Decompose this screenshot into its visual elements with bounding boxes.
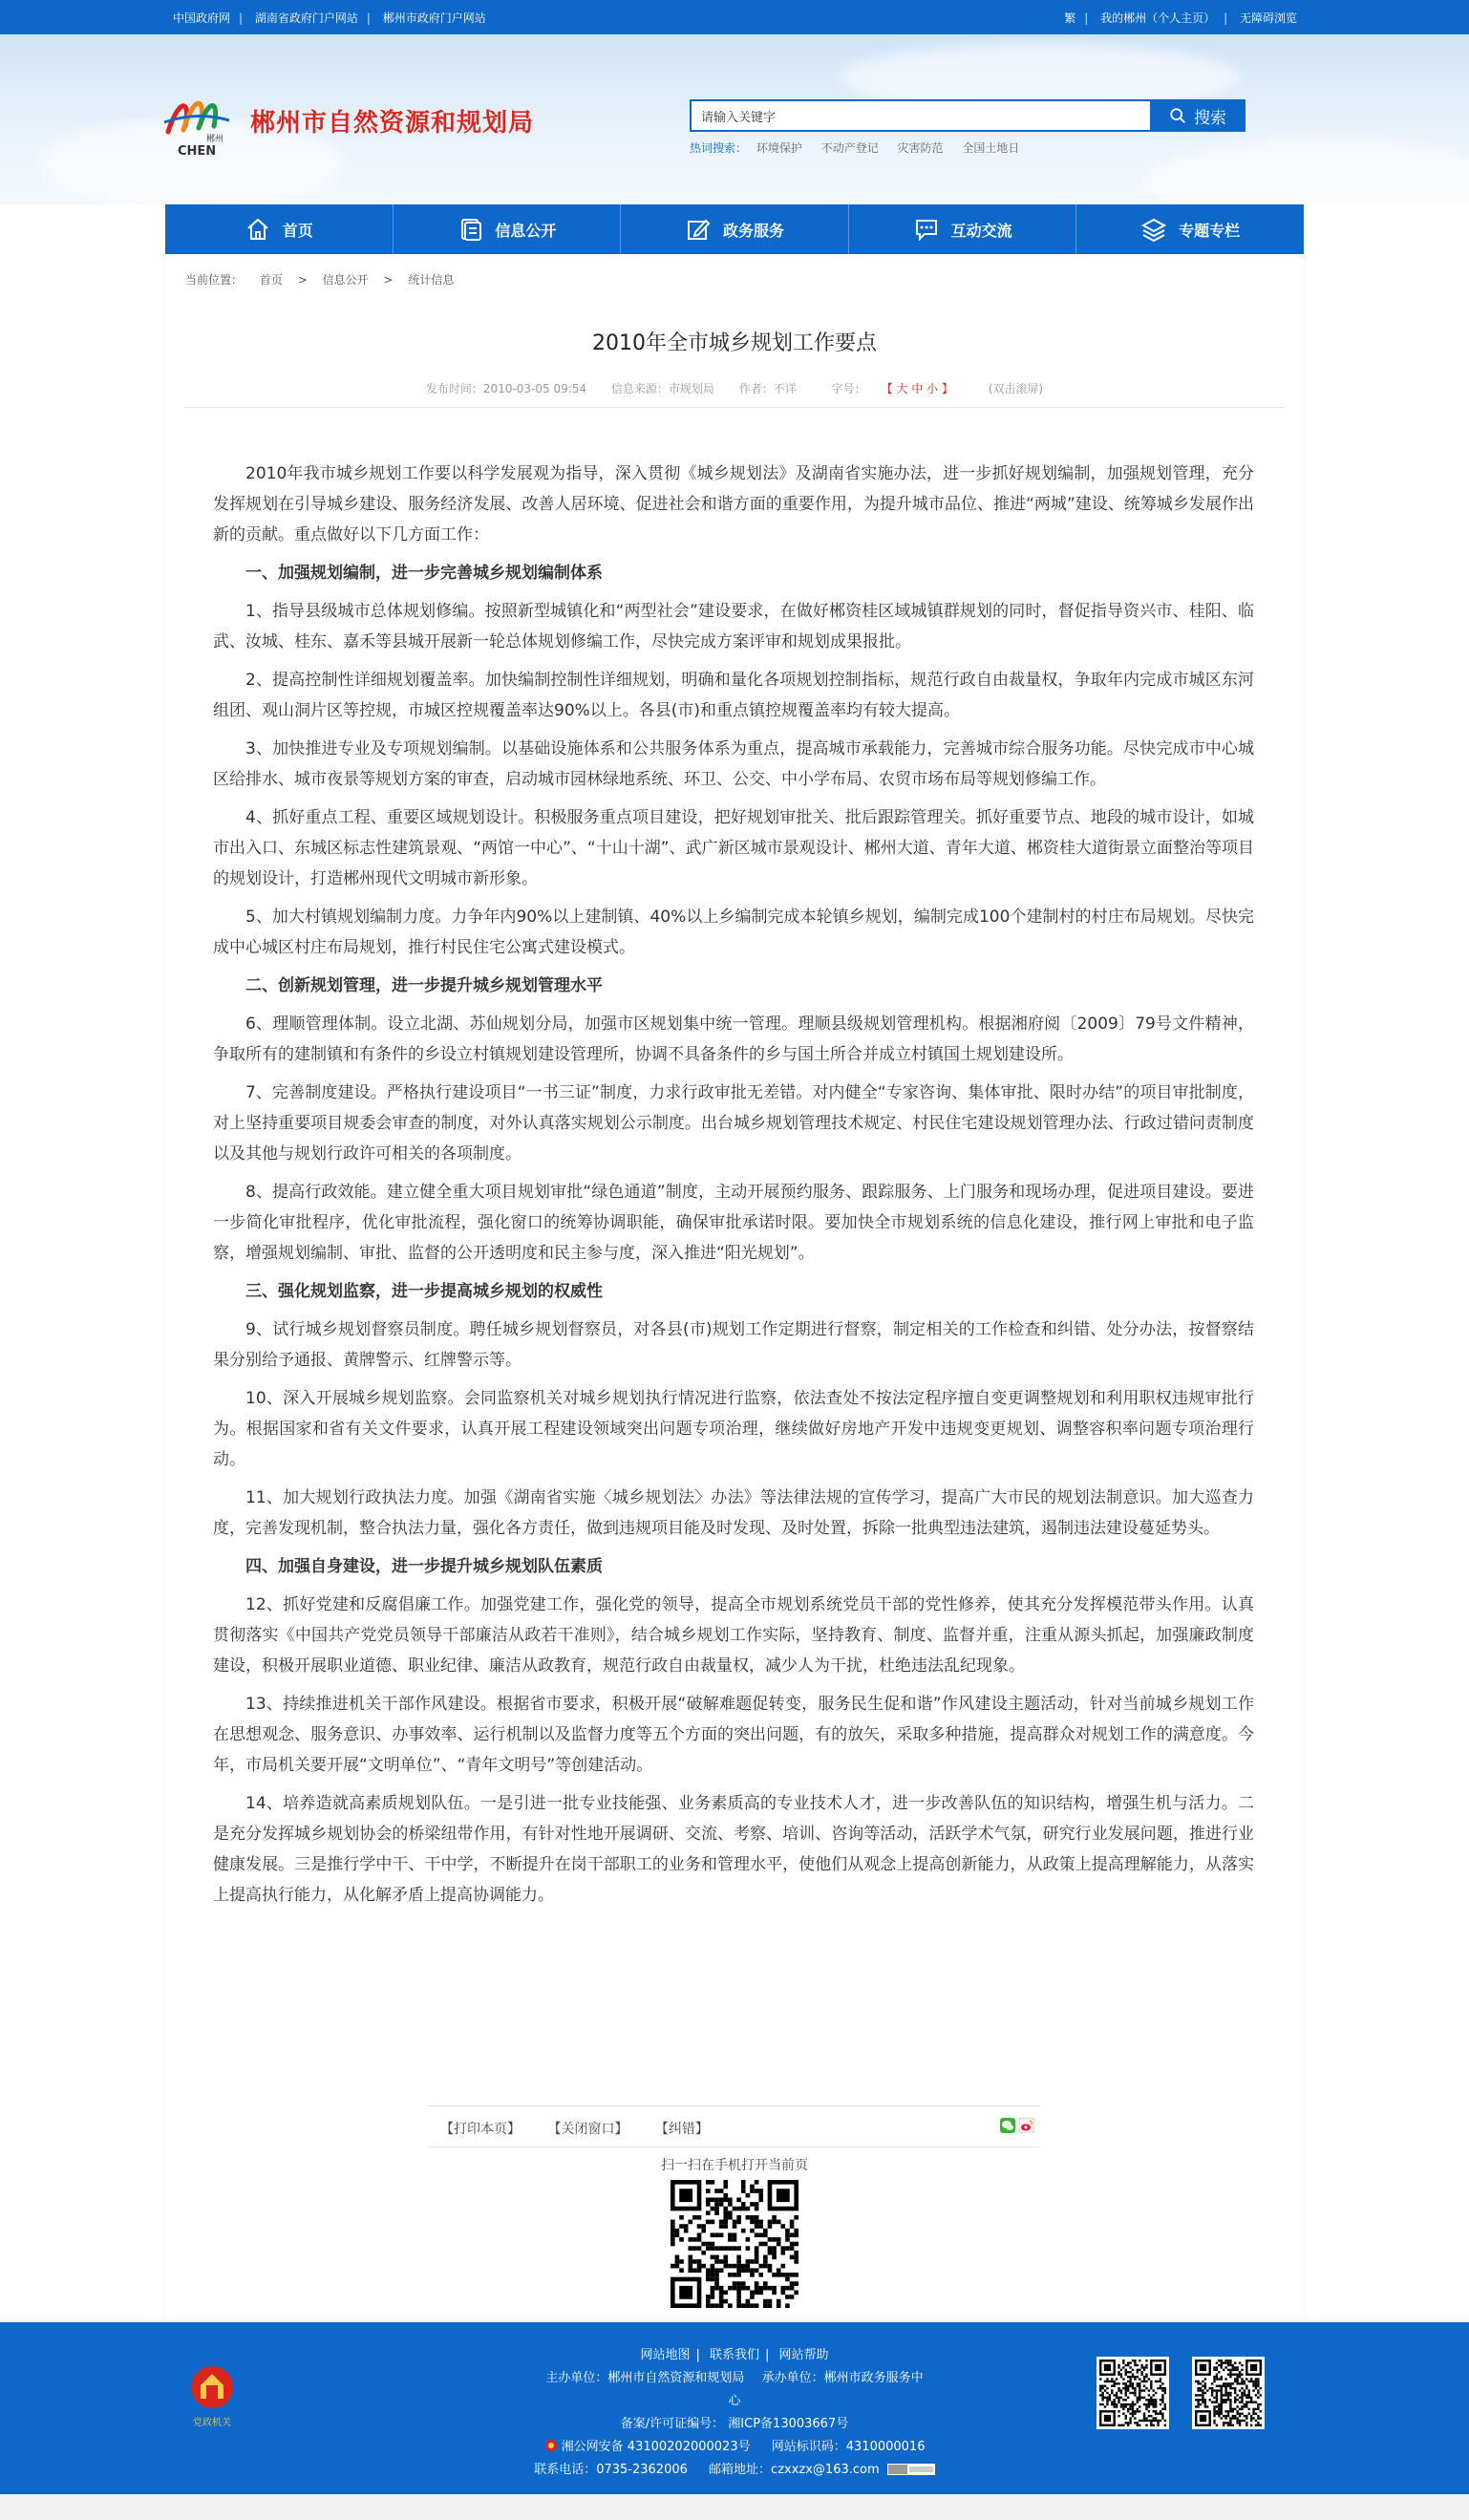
footer-link-help[interactable]: 网站帮助 [778,2348,829,2362]
article-paragraph: 9、试行城乡规划督察员制度。聘任城乡规划督察员，对各县(市)规划工作定期进行督察，制定相关的工作检查和纠错、处分办法，按督察结果分别给予通报、黄牌警示、红牌警示等。 [213,1320,1254,1370]
footer-police-text[interactable]: 湘公网安备 43100202000023号 [561,2440,751,2454]
article-content [213,459,1254,1918]
section-heading: 二、创新规划管理，进一步提升城乡规划管理水平 [245,976,603,995]
footer-email: 邮箱地址：czxxzx@163.com [709,2463,880,2477]
scroll-hint: (双击滚屏) [988,382,1044,395]
weibo-share-icon[interactable] [1019,2118,1034,2133]
article-paragraph: 11、加大规划行政执法力度。加强《湖南省实施〈城乡规划法〉办法》等法律法规的宣传学习，提高广大市民的规划法制意识。加大巡查力度，完善发现机制，整合执法力量，强化各方责任，做到违规项目能及时发现、及时处置，拆除一批典型违法建筑，遏制违法建设蔓延势头。 [213,1488,1254,1538]
site-logo-icon[interactable] [159,82,235,159]
top-left-links: 中国政府网 | 湖南省政府门户网站 | 郴州市政府门户网站 [173,11,486,25]
article-paragraph: 1、指导县级城市总体规划修编。按照新型城镇化和“两型社会”建设要求，在做好郴资桂区域城镇群规划的同时，督促指导资兴市、桂阳、临武、汝城、桂东、嘉禾等县城开展新一轮总体规划修编工作，尽快完成方案评审和规划成果报批。 [213,602,1254,651]
info-source: 信息来源：市规划局 [610,382,714,395]
nav-item-label: 互动交流 [950,221,1012,240]
home-icon [245,216,271,243]
author: 作者：不详 [738,382,797,395]
link-my-chenzhou[interactable]: 我的郴州（个人主页） [1100,11,1216,25]
search-button-label: 搜索 [1194,108,1226,128]
document-icon [457,216,483,243]
link-gov-cn[interactable]: 中国政府网 [173,11,231,25]
article-paragraph: 8、提高行政效能。建立健全重大项目规划审批“绿色通道”制度，主动开展预约服务、跟踪服务、上门服务和现场办理，促进项目建设。要进一步简化审批程序，优化审批流程，强化窗口的统筹协调职能，确保审批承诺时限。要加快全市规划系统的信息化建设，推行网上审批和电子监察，增强规划编制、审批、监督的公开透明度和民主参与度，深入推进“阳光规划”。 [213,1183,1254,1263]
print-button[interactable]: 【打印本页】 [440,2122,521,2137]
article-paragraph: 14、培养造就高素质规划队伍。一是引进一批专业技能强、业务素质高的专业技术人才，进一步改善队伍的知识结构，增强生机与活力。二是充分发挥城乡规划协会的桥梁纽带作用，有针对性地开展调研、交流、考察、培训、咨询等活动，活跃学术气氛，研究行业发展问题，推进行业健康发展。三是推行学中干、干中学，不断提升在岗干部职工的业务和管理水平，使他们从观念上提高创新能力，从政策上提高理解能力，从落实上提高执行能力，从化解矛盾上提高协调能力。 [213,1794,1254,1905]
article-paragraph: 12、抓好党建和反腐倡廉工作。加强党建工作，强化党的领导，提高全市规划系统党员干部的党性修养，使其充分发挥模范带头作用。认真贯彻落实《中国共产党党员领导干部廉洁从政若干准则》，结合城乡规划工作实际，坚持教育、制度、监督并重，注重从源头抓起，加强廉政制度建设，积极开展职业道德、职业纪律、廉洁从政教育，规范行政自由裁量权，减少人为干扰，杜绝违法乱纪现象。 [213,1595,1254,1676]
article-paragraph: 13、持续推进机关干部作风建设。根据省市要求，积极开展“破解难题促转变，服务民生促和谐”作风建设主题活动，针对当前城乡规划工作在思想观念、服务意识、办事效率、运行机制以及监督力度等五个方面的突出问题，有的放矢，采取多种措施，提高群众对规划工作的满意度。今年，市局机关要开展“文明单位”、“青年文明号”等创建活动。 [213,1695,1254,1775]
section-heading: 四、加强自身建设，进一步提升城乡规划队伍素质 [245,1557,603,1576]
breadcrumb: 当前位置： 首页 > 信息公开 > 统计信息 [185,273,455,287]
badge-text: 党政机关 [193,2418,231,2428]
report-error-button[interactable]: 【纠错】 [654,2122,709,2137]
footer-phone: 联系电话：0735-2362006 [534,2463,688,2477]
wechat-share-icon[interactable] [1000,2118,1015,2133]
footer-organizer-tail: 心 [728,2394,741,2408]
cnzz-badge-icon[interactable] [887,2464,935,2475]
article-paragraph: 4、抓好重点工程、重要区域规划设计。积极服务重点项目建设，把好规划审批关、批后跟踪管理关。抓好重要节点、地段的城市设计，如城市出入口、东城区标志性建筑景观、“两馆一中心”、“十山十湖”、武广新区城市景观设计、郴州大道、青年大道、郴资桂大道街景立面整治等项目的规划设计，打造郴州现代文明城市新形象。 [213,808,1254,888]
bottom-strip [0,2494,1469,2520]
top-links-bar [0,0,1469,34]
chat-icon [913,216,940,243]
article-title: 2010年全市城乡规划工作要点 [592,331,877,355]
footer-organizer-text: 承办单位：郴州市政务服务中 [761,2371,924,2385]
footer-police [0,2436,1469,2454]
article-meta [165,380,1304,396]
hot-search-item[interactable]: 环境保护 [756,141,802,155]
footer-link-contact[interactable]: 联系我们 [709,2348,759,2362]
hot-search-label: 热词搜索： [690,141,748,155]
logo-text: 郴州 [206,135,224,144]
nav-item-info[interactable] [394,204,622,254]
app-qr-code [1195,2360,1262,2426]
site-header [0,34,1469,204]
article-paragraph: 7、完善制度建设。严格执行建设项目“一书三证”制度，力求行政审批无差错。对内健全“专家咨询、集体审批、限时办结”的项目审批制度，对上坚持重要项目规委会审查的制度，对外认真落实规划公示制度。出台城乡规划管理技术规定、村民住宅建设规划管理办法、行政过错问责制度以及其他与规划行政许可相关的各项制度。 [213,1083,1254,1164]
breadcrumb-item[interactable]: 首页 [259,273,283,287]
site-footer [0,2322,1469,2494]
hot-search-item[interactable]: 不动产登记 [820,141,879,155]
font-size-label: 字号： [831,382,866,395]
nav-item-label: 首页 [282,221,313,240]
section-heading: 三、强化规划监察，进一步提高城乡规划的权威性 [245,1282,603,1301]
article-paragraph: 3、加快推进专业及专项规划编制。以基础设施体系和公共服务体系为重点，提高城市承载能力，完善城市综合服务功能。尽快完成市中心城区给排水、城市夜景等规划方案的审查，启动城市园林绿地系统、环卫、公交、中小学布局、农贸市场布局等规划修编工作。 [213,739,1254,789]
link-accessibility[interactable]: 无障碍浏览 [1239,11,1297,25]
link-hunan-gov[interactable]: 湖南省政府门户网站 [254,11,358,25]
footer-link-sitemap[interactable]: 网站地图 [640,2348,691,2362]
hot-search [690,139,1034,156]
article-panel [165,254,1304,2322]
footer-site-code: 网站标识码：4310000016 [771,2440,926,2454]
nav-item-topics[interactable] [1076,204,1304,254]
breadcrumb-item[interactable]: 统计信息 [408,273,455,287]
search-button[interactable] [1150,99,1245,132]
qr-caption: 扫一扫在手机打开当前页 [661,2158,808,2173]
breadcrumb-item[interactable]: 信息公开 [322,273,369,287]
article-paragraph: 2、提高控制性详细规划覆盖率。加快编制控制性详细规划，明确和量化各项规划控制指标，规范行政自由裁量权，争取年内完成市城区东河组团、观山洞片区等控规，市城区控规覆盖率达90%以上。各县(市)和重点镇控规覆盖率均有较大提高。 [213,671,1254,720]
footer-icp[interactable]: 备案/许可证编号： 湘ICP备13003667号 [620,2417,849,2431]
site-title: 郴州市自然资源和规划局 [250,109,535,138]
article-tools [429,2105,1040,2147]
breadcrumb-prefix: 当前位置： [185,273,244,287]
hot-search-item[interactable]: 全国土地日 [962,141,1020,155]
layers-icon [1140,216,1167,243]
nav-item-label: 政务服务 [722,221,784,240]
logo-sub: CHEN [178,144,217,159]
search-icon [1169,107,1186,124]
footer-qr-wechat [1096,2357,1169,2429]
article-paragraph: 2010年我市城乡规划工作要以科学发展观为指导，深入贯彻《城乡规划法》及湖南省实施办法，进一步抓好规划编制，加强规划管理，充分发挥规划在引导城乡建设、服务经济发展、改善人居环境、促进社会和谐方面的重要作用，为提升城市品位、推进“两城”建设、统筹城乡发展作出新的贡献。重点做好以下几方面工作： [213,464,1254,545]
article-paragraph: 10、深入开展城乡规划监察。会同监察机关对城乡规划执行情况进行监察，依法查处不按法定程序擅自变更调整规划和利用职权违规审批行为。根据国家和省有关文件要求，认真开展工程建设领域突出问题专项治理，继续做好房地产开发中违规变更规划、调整容积率问题专项治理行动。 [213,1389,1254,1469]
top-right-links: 繁 | 我的郴州（个人主页） | 无障碍浏览 [1064,11,1297,25]
close-window-button[interactable]: 【关闭窗口】 [547,2122,628,2137]
wechat-qr-code [1099,2360,1166,2426]
nav-item-home[interactable] [165,204,394,254]
main-nav [165,204,1304,254]
share-icons [1000,2118,1034,2133]
section-heading: 一、加强规划编制，进一步完善城乡规划编制体系 [245,564,603,583]
footer-contact [0,2459,1469,2477]
article-paragraph: 5、加大村镇规划编制力度。力争年内90%以上建制镇、40%以上乡编制完成本轮镇乡规划，编制完成100个建制村的村庄布局规划。尽快完成中心城区村庄布局规划，推行村民住宅公寓式建设模式。 [213,908,1254,957]
link-traditional[interactable]: 繁 [1064,11,1076,25]
link-chenzhou-gov[interactable]: 郴州市政府门户网站 [382,11,486,25]
nav-item-label: 信息公开 [495,221,557,240]
nav-item-label: 专题专栏 [1179,221,1241,240]
edit-icon [685,216,712,243]
publish-time: 发布时间：2010-03-05 09:54 [425,382,587,395]
police-badge-icon [544,2439,558,2452]
footer-sponsor-text: 主办单位：郴州市自然资源和规划局 [545,2371,745,2385]
search-input[interactable] [690,99,1152,132]
nav-item-interaction[interactable] [849,204,1077,254]
footer-links: 网站地图 | 联系我们 | 网站帮助 [640,2348,829,2362]
divider [184,407,1285,408]
nav-item-services[interactable] [621,204,849,254]
hot-search-item[interactable]: 灾害防范 [897,141,944,155]
article-paragraph: 6、理顺管理体制。设立北湖、苏仙规划分局，加强市区规划集中统一管理。理顺县级规划管理机构。根据湘府阅〔2009〕79号文件精神，争取所有的建制镇和有条件的乡设立村镇规划建设管理所，协调不具备条件的乡与国土所合并成立村镇国土规划建设所。 [213,1014,1254,1064]
font-size-switch[interactable]: 【 大 中 小 】 [886,382,953,395]
page-qr-code [671,2180,798,2308]
footer-qr-app [1192,2357,1265,2429]
